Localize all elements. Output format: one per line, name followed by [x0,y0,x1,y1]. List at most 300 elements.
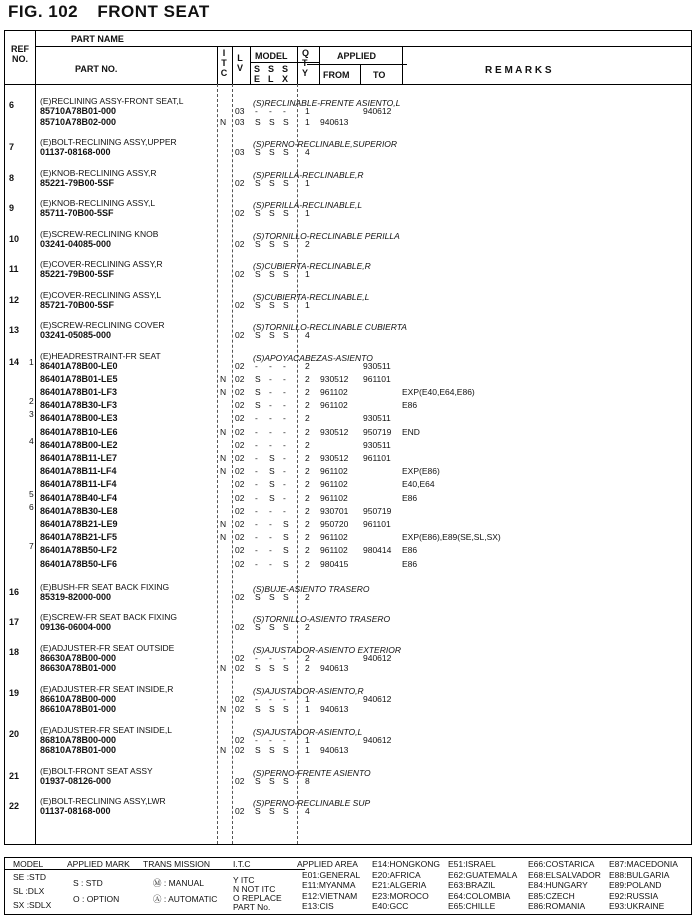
col-rule-remarks [402,46,403,84]
part-number: 85319-82000-000 [40,591,112,602]
part-name: (E)BOLT-RECLINING ASSY,LWR [40,796,166,807]
legend-applied-mark-header: APPLIED MARK [67,859,130,869]
model-sl-mark: - [269,693,272,704]
level-code: 02 [235,492,245,503]
applied-to: 961101 [363,518,391,529]
legend-area-item: E89:POLAND [609,880,662,890]
part-name-spanish: (S)PERILLA-RECLINABLE,R [253,169,364,180]
ref-number: 17 [9,617,20,628]
model-se-mark: S [255,591,261,602]
model-sx-mark: - [283,400,286,411]
remarks: EXP(E86),E89(SE,SL,SX) [402,532,501,543]
model-sl-mark: S [269,466,275,477]
sub-index: 7 [29,541,34,552]
level-code: 02 [235,269,245,279]
quantity: 1 [305,177,310,188]
model-sx-mark: S [283,591,289,602]
part-name-spanish: (S)PERNO-RECLINABLE,SUPERIOR [253,139,398,149]
applied-to: 940612 [363,106,392,116]
model-se-mark: S [255,147,261,157]
part-number: 85711-70B00-5SF [40,208,114,218]
header-rule [35,46,691,47]
part-name-spanish: (S)TORNILLO-RECLINABLE PERILLA [253,230,400,241]
applied-to: 930511 [363,439,391,450]
itc-code: N [220,452,227,463]
quantity: 4 [305,147,310,157]
level-code: 02 [235,518,245,529]
model-se-mark: S [255,806,261,817]
sub-index: 2 [29,396,34,407]
part-name: (E)SCREW-FR SEAT BACK FIXING [40,612,177,623]
legend-itc-item: N NOT ITC [233,884,276,894]
model-se-mark: - [255,466,258,477]
model-se-mark: S [255,208,261,218]
col-rule-qty [297,46,298,84]
level-code: 02 [235,652,245,663]
level-code: 02 [235,745,245,756]
legend-trans-item: Ⓐ : AUTOMATIC [153,894,218,904]
col-guide-lv [232,84,233,844]
model-sl-mark: S [269,452,275,463]
level-code: 02 [235,663,245,674]
model-se-mark: - [255,693,258,704]
ref-number: 22 [9,801,20,812]
part-name: (E)HEADRESTRAINT-FR SEAT [40,350,161,361]
col-to-header: TO [373,70,386,80]
model-se-mark: - [255,652,258,663]
part-name-spanish: (S)AJUSTADOR-ASIENTO EXTERIOR [253,644,401,655]
model-se-mark: S [255,622,261,633]
quantity: 2 [305,622,310,633]
part-name-spanish: (S)CUBIERTA-RECLINABLE,R [253,261,371,271]
quantity: 2 [305,413,310,424]
model-sx-mark: - [283,439,286,450]
legend-trans-header: TRANS MISSION [143,859,211,869]
part-number: 85710A78B02-000 [40,116,117,127]
ref-number: 21 [9,770,20,781]
legend-area-item: E23:MOROCO [372,890,429,901]
part-name: (E)ADJUSTER-FR SEAT INSIDE,R [40,683,174,694]
legend-area-item: E21:ALGERIA [372,880,427,890]
model-sl-mark: S [269,147,275,157]
quantity: 2 [305,532,310,543]
legend-model-item: SX :SDLX [13,900,52,910]
model-se-mark: S [255,299,261,310]
model-sl-mark: - [269,426,272,437]
model-sx-mark: S [283,775,289,786]
level-code: 03 [235,106,245,116]
itc-code: N [220,373,227,384]
legend-model-item: SE :STD [13,872,47,882]
part-number: 01937-08126-000 [40,775,112,786]
legend-area-item: E84:HUNGARY [528,880,588,890]
part-name: (E)KNOB-RECLINING ASSY,L [40,198,156,208]
level-code: 02 [235,558,245,569]
quantity: 2 [305,492,310,503]
part-name-spanish: (S)APOYACABEZAS-ASIENTO [253,352,373,363]
model-sl-mark: S [269,116,275,127]
model-se-mark: - [255,426,258,437]
model-sl-mark: S [269,663,275,674]
legend-area-item: E93:UKRAINE [609,901,665,911]
level-code: 02 [235,505,245,516]
part-name-spanish: (S)TORNILLO-RECLINABLE CUBIERTA [253,322,407,332]
legend-area-item: E63:BRAZIL [448,880,496,890]
model-sx-mark: S [283,177,289,188]
legend-area-header: APPLIED AREA [297,859,358,869]
ref-number: 6 [9,100,15,110]
col-from-header: FROM [323,70,350,80]
applied-from: 961102 [320,479,348,490]
quantity: 2 [305,591,310,602]
part-name: (E)RECLINING ASSY-FRONT SEAT,L [40,96,184,106]
part-name: (E)SCREW-RECLINING COVER [40,320,165,330]
part-number: 86401A78B21-LF5 [40,532,118,543]
part-number: 01137-08168-000 [40,806,111,817]
col-model-se: S E [254,64,261,84]
legend-model-header: MODEL [13,859,44,869]
ref-number: 14 [9,356,20,367]
model-sl-mark: S [269,745,275,756]
level-code: 02 [235,466,245,477]
legend-model-item: SL :DLX [13,886,45,896]
model-se-mark: S [255,704,261,715]
quantity: 2 [305,558,310,569]
page-title [8,2,210,22]
quantity: 2 [305,663,310,674]
applied-from: 961102 [320,466,348,477]
applied-from: 961102 [320,386,348,397]
remarks: E86 [402,558,418,569]
ref-number: 16 [9,586,20,597]
level-code: 02 [235,177,245,188]
part-number: 86401A78B50-LF6 [40,558,118,569]
model-sx-mark: S [283,545,289,556]
level-code: 02 [235,299,245,310]
part-number: 86401A78B01-LF3 [40,386,118,397]
legend-area-item: E88:BULGARIA [609,869,670,880]
applied-to: 940612 [363,693,392,704]
model-sl-mark: S [269,622,275,633]
legend-area-item: E12:VIETNAM [302,890,358,901]
ref-number: 7 [9,142,15,152]
legend-area-item: E66:COSTARICA [528,859,595,869]
level-code: 02 [235,400,245,411]
quantity: 1 [305,208,310,218]
quantity: 2 [305,505,310,516]
level-code: 02 [235,238,245,249]
part-name: (E)BOLT-FRONT SEAT ASSY [40,765,153,776]
part-number: 86401A78B11-LF4 [40,466,117,477]
model-sx-mark: - [283,426,286,437]
model-se-mark: - [255,532,258,543]
legend-area-item: E68:ELSALVADOR [528,869,601,880]
ref-number: 19 [9,687,20,698]
quantity: 1 [305,116,310,127]
legend-area-item: E62:GUATEMALA [448,869,518,880]
model-sx-mark: S [283,518,289,529]
sub-index: 1 [29,356,34,367]
applied-from: 930512 [320,426,349,437]
part-number: 85221-79B00-5SF [40,269,115,279]
model-se-mark: S [255,663,261,674]
legend-area-item: E20:AFRICA [372,869,421,880]
legend-area-item: E85:CZECH [528,890,575,901]
legend-itc-item: O REPLACE [233,893,282,903]
sub-index: 5 [29,488,34,499]
level-code: 02 [235,532,245,543]
legend-trans-item: Ⓜ : MANUAL [153,878,205,888]
quantity: 1 [305,704,310,715]
model-se-mark: S [255,269,261,279]
itc-code: N [220,663,227,674]
remarks: E86 [402,400,418,411]
col-ref-header: REF NO. [11,44,29,64]
col-remarks-header: R E M A R K S [485,65,552,76]
level-code: 02 [235,413,245,424]
quantity: 1 [305,106,310,116]
model-sx-mark: S [283,663,289,674]
legend-area-item: E65:CHILLE [448,901,496,911]
model-sl-mark: - [269,106,272,116]
model-sx-mark: - [283,386,286,397]
model-sl-mark: - [269,734,272,745]
col-rule-lv [232,46,233,84]
model-sx-mark: S [283,299,289,310]
figure-number: FIG. 102 [8,2,79,21]
part-name-spanish: (S)PERILLA-RECLINABLE,L [253,200,363,210]
part-number: 86630A78B00-000 [40,652,117,663]
itc-code: N [220,426,227,437]
applied-from: 950720 [320,518,349,529]
part-name: (E)SCREW-RECLINING KNOB [40,228,159,239]
ref-number: 11 [9,264,19,274]
model-sl-mark: S [269,704,275,715]
part-number: 86401A78B50-LF2 [40,545,118,556]
sub-index: 4 [29,435,34,446]
part-name-spanish: (S)CUBIERTA-RECLINABLE,L [253,291,370,302]
legend-area-item: E51:ISRAEL [448,859,496,869]
itc-code: N [220,116,227,127]
applied-from: 940613 [320,663,349,674]
model-sx-mark: S [283,269,289,279]
col-partname-header: PART NAME [71,34,124,44]
col-qty-header: Q T Y [302,48,310,78]
model-sl-mark: S [269,775,275,786]
col-rule-from [319,46,320,84]
sub-index: 6 [29,501,34,512]
level-code: 02 [235,545,245,556]
model-se-mark: S [255,386,261,397]
part-number: 86610A78B00-000 [40,693,117,704]
ref-number: 13 [9,325,20,335]
part-name-spanish: (S)RECLINABLE-FRENTE ASIENTO,L [253,98,401,108]
model-se-mark: S [255,745,261,756]
part-name-spanish: (S)AJUSTADOR-ASIENTO,L [253,726,363,737]
quantity: 2 [305,466,310,477]
applied-to: 950719 [363,426,392,437]
remarks: E40,E64 [402,479,435,490]
quantity: 2 [305,652,310,663]
model-sx-mark: - [283,466,286,477]
col-model-sl: S L [268,64,275,84]
legend-mark-item: O : OPTION [73,894,120,904]
legend-area-item: E13:CIS [302,901,334,911]
level-code: 02 [235,734,245,745]
header-bottom-rule [5,84,691,85]
level-code: 02 [235,439,245,450]
quantity: 2 [305,400,310,411]
model-se-mark: S [255,177,261,188]
legend-mark-item: S : STD [73,878,103,888]
applied-from: 940613 [320,116,349,127]
legend-header-rule [5,869,305,870]
legend [4,857,692,915]
part-number: 86401A78B00-LE0 [40,360,118,371]
itc-code: N [220,745,227,756]
level-code: 02 [235,373,245,384]
itc-code: N [220,704,227,715]
model-sx-mark: S [283,238,289,249]
model-se-mark: - [255,360,258,371]
model-sx-mark: S [283,208,289,218]
level-code: 02 [235,386,245,397]
itc-code: N [220,466,227,477]
level-code: 02 [235,479,245,490]
model-se-mark: S [255,775,261,786]
part-number: 09136-06004-000 [40,622,112,633]
part-name-spanish: (S)TORNILLO-ASIENTO TRASERO [253,614,391,625]
model-se-mark: S [255,116,261,127]
quantity: 2 [305,479,310,490]
applied-to: 940612 [363,734,392,745]
col-itc-header: I T C [220,48,228,78]
quantity: 4 [305,330,310,340]
legend-area-item: E64:COLOMBIA [448,890,511,901]
part-name: (E)ADJUSTER-FR SEAT INSIDE,L [40,724,172,735]
col-guide-itc [217,84,218,844]
applied-to: 980414 [363,545,392,556]
part-name: (E)BUSH-FR SEAT BACK FIXING [40,581,170,592]
part-number: 85710A78B01-000 [40,106,117,116]
model-se-mark: - [255,492,258,503]
quantity: 1 [305,299,310,310]
model-sl-mark: - [269,360,272,371]
quantity: 2 [305,426,310,437]
model-se-mark: S [255,373,261,384]
legend-itc-item: PART No. [233,902,271,912]
level-code: 02 [235,330,245,340]
applied-to: 930511 [363,360,391,371]
model-sx-mark: - [283,373,286,384]
itc-code: N [220,518,227,529]
part-number: 86401A78B10-LE6 [40,426,118,437]
part-name-spanish: (S)BUJE-ASIENTO TRASERO [253,583,370,594]
legend-area-item: E14:HONGKONG [372,859,441,869]
model-sx-mark: S [283,704,289,715]
part-number: 01137-08168-000 [40,147,111,157]
itc-code: N [220,532,227,543]
quantity: 2 [305,360,310,371]
model-sx-mark: S [283,116,289,127]
applied-to: 961101 [363,373,391,384]
part-number: 86401A78B00-LE3 [40,413,118,424]
model-se-mark: - [255,106,258,116]
model-sx-mark: - [283,452,286,463]
model-se-mark: - [255,413,258,424]
model-sl-mark: - [269,558,272,569]
ref-number: 18 [9,646,20,657]
quantity: 2 [305,518,310,529]
model-sx-mark: S [283,622,289,633]
applied-from: 961102 [320,532,348,543]
model-se-mark: S [255,330,261,340]
applied-to: 950719 [363,505,392,516]
legend-area-item: E01:GENERAL [302,869,361,880]
model-se-mark: - [255,518,258,529]
model-sx-mark: S [283,806,289,817]
quantity: 1 [305,745,310,756]
part-number: 86610A78B01-000 [40,704,117,715]
level-code: 02 [235,775,245,786]
applied-from: 930701 [320,505,349,516]
model-sl-mark: - [269,652,272,663]
part-number: 86401A78B30-LE8 [40,505,118,516]
model-sl-mark: S [269,208,275,218]
model-se-mark: - [255,452,258,463]
model-sl-mark: - [269,386,272,397]
col-rule-to [360,64,361,84]
applied-to: 940612 [363,652,392,663]
model-sl-mark: - [269,373,272,384]
model-sx-mark: S [283,532,289,543]
quantity: 2 [305,386,310,397]
part-name-spanish: (S)AJUSTADOR-ASIENTO,R [253,685,364,696]
level-code: 02 [235,426,245,437]
ref-number: 12 [9,294,20,305]
quantity: 1 [305,693,310,704]
applied-from: 940613 [320,704,349,715]
part-number: 86401A78B11-LF4 [40,479,117,490]
applied-from: 930512 [320,373,349,384]
part-number: 86630A78B01-000 [40,663,117,674]
quantity: 2 [305,452,310,463]
quantity: 2 [305,545,310,556]
remarks: E86 [402,492,418,503]
part-number: 85721-70B00-5SF [40,299,115,310]
applied-from: 961102 [320,400,348,411]
model-se-mark: - [255,505,258,516]
model-sl-mark: S [269,330,275,340]
col-rule-itc [217,46,218,84]
parts-table [4,30,692,845]
model-sx-mark: - [283,652,286,663]
level-code: 02 [235,591,245,602]
model-sl-mark: S [269,492,275,503]
quantity: 1 [305,269,310,279]
part-number: 86401A78B00-LE2 [40,439,118,450]
part-number: 86401A78B01-LE5 [40,373,118,384]
model-sl-mark: S [269,479,275,490]
applied-from: 930512 [320,452,349,463]
remarks: EXP(E86) [402,466,440,477]
level-code: 03 [235,116,245,127]
model-sl-mark: S [269,177,275,188]
applied-to: 961101 [363,452,391,463]
applied-subrule [307,64,407,65]
part-number: 86810A78B00-000 [40,734,117,745]
legend-area-item: E87:MACEDONIA [609,859,678,869]
